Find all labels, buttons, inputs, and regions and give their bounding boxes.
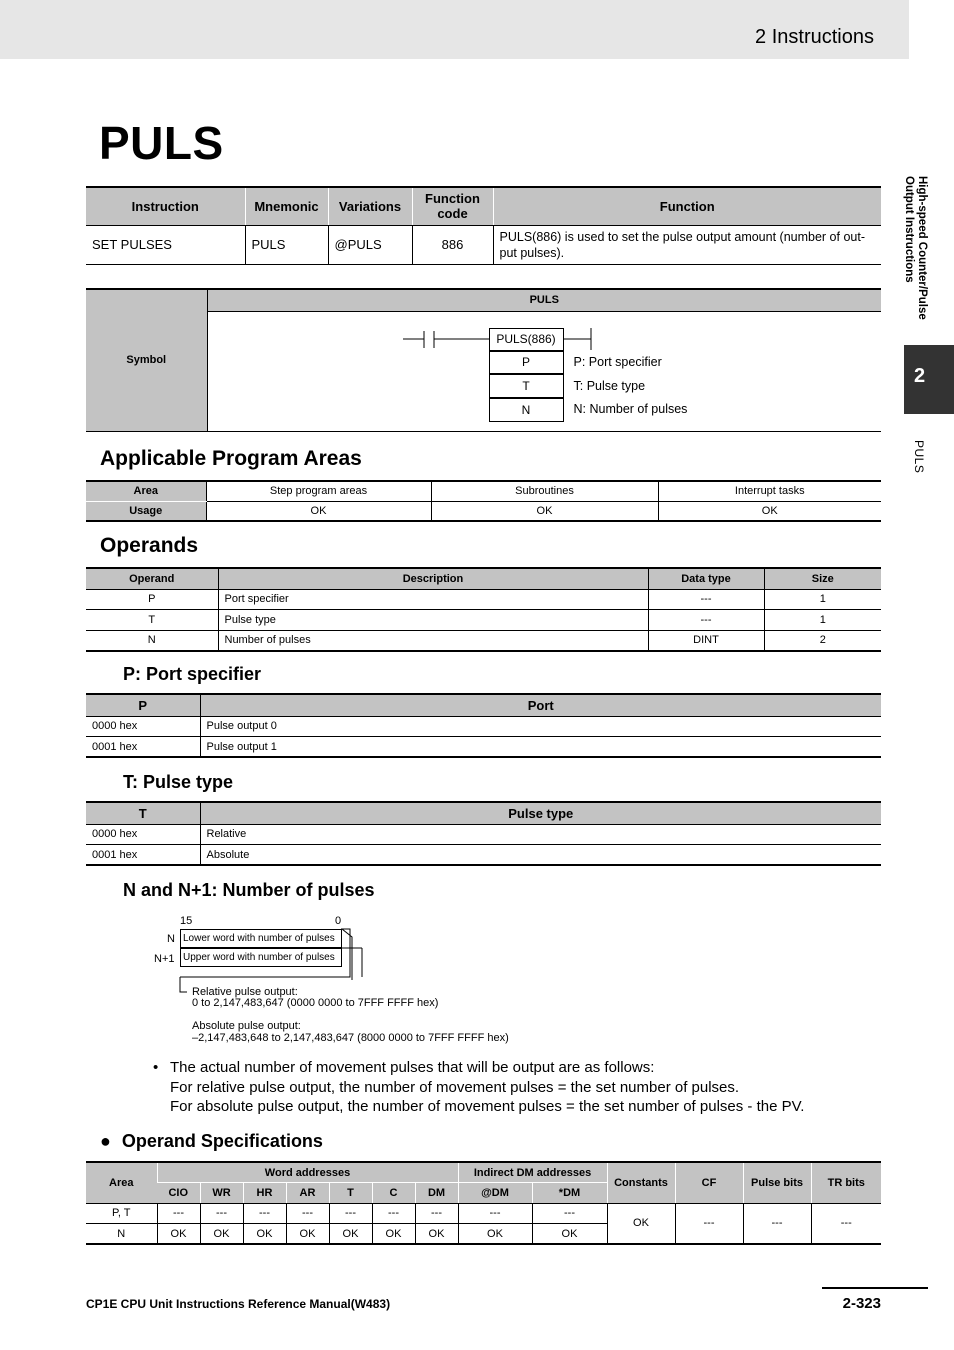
spec-cell: OK [372,1224,415,1245]
side-title-line2: Output Instructions [903,176,915,283]
ladder-desc-t: T: Pulse type [573,378,646,393]
p-value-cell: 0000 hex [86,716,200,737]
ladder-desc-p: P: Port specifier [573,354,662,369]
spec-cell: OK [329,1224,372,1245]
chapter-header: 2 Instructions [755,26,874,48]
data-type-cell: DINT [648,630,764,651]
col-subroutines: Subroutines [431,481,658,501]
symbol-table [86,288,881,432]
spec-cell: --- [532,1203,607,1224]
spec-cell: --- [329,1203,372,1224]
col-star-dm: *DM [532,1183,607,1204]
description-cell: Number of pulses [218,630,648,651]
cell-mnemonic: PULS [245,225,328,264]
spec-cell: --- [415,1203,458,1224]
ladder-desc-n: N: Number of pulses [573,401,688,416]
lower-word-box: Lower word with number of pulses [180,929,342,948]
table-row [86,716,881,737]
col-instruction: Instruction [86,187,245,225]
operand-cell: N [86,630,218,651]
table-row [86,737,881,758]
label-n1: N+1 [154,953,175,965]
area-header: Area [86,481,206,501]
spec-cell: OK [286,1224,329,1245]
symbol-label: Symbol [86,289,207,431]
ladder-operand-p: P [489,351,564,374]
data-type-cell: --- [648,610,764,631]
spec-cell: OK [532,1224,607,1245]
t-value-cell: 0000 hex [86,824,200,845]
spec-cell: --- [458,1203,532,1224]
pulse-type-cell: Relative [200,824,881,845]
operand-cell: P [86,589,218,610]
port-specifier-table [86,693,881,758]
table-row [86,1203,881,1224]
side-instruction-name: PULS [912,440,926,474]
col-operand: Operand [86,568,218,589]
heading-program-areas: Applicable Program Areas [100,447,362,470]
col-cio: CIO [157,1183,200,1204]
port-cell: Pulse output 0 [200,716,881,737]
heading-operand-specs [100,1131,323,1152]
col-hr: HR [243,1183,286,1204]
cell-function-code: 886 [412,225,493,264]
absolute-range: –2,147,483,648 to 2,147,483,647 (8000 0000 to 7FFF FFFF hex) [192,1032,509,1044]
relative-range: 0 to 2,147,483,647 (0000 0000 to 7FFF FFFF hex) [192,997,439,1009]
col-indirect-dm: Indirect DM addresses [458,1162,607,1183]
table-row [86,824,881,845]
cf-cell: --- [675,1203,743,1244]
usage-step: OK [206,501,431,521]
manual-title: CP1E CPU Unit Instructions Reference Manual(W483) [86,1297,391,1311]
col-t: T [86,802,200,824]
note-line-3: For absolute pulse output, the number of movement pulses = the set number of pulses - the PV. [170,1098,805,1115]
absolute-title: Absolute pulse output: [192,1020,301,1032]
spec-cell: --- [157,1203,200,1224]
spec-cell: OK [157,1224,200,1245]
spec-cell: --- [243,1203,286,1224]
col-port: Port [200,694,881,716]
operands-table [86,567,881,652]
usage-interrupt: OK [658,501,881,521]
page-title: PULS [99,117,224,169]
cell-instruction: SET PULSES [86,225,245,264]
col-description: Description [218,568,648,589]
spec-cell: OK [200,1224,243,1245]
pulse-type-cell: Absolute [200,845,881,866]
ladder-diagram [207,311,881,431]
table-row [86,845,881,866]
col-function-code: Function code [412,187,493,225]
usage-subroutines: OK [431,501,658,521]
filled-circle-icon: ● [100,1131,111,1151]
footer-rule [822,1287,928,1289]
description-cell: Port specifier [218,589,648,610]
cell-function: PULS(886) is used to set the pulse output amount (number of out-put pulses). [493,225,881,264]
side-title-line1: High-speed Counter/Pulse [916,176,928,320]
relative-title: Relative pulse output: [192,986,298,998]
col-p: P [86,694,200,716]
port-cell: Pulse output 1 [200,737,881,758]
cell-variations: @PULS [328,225,412,264]
size-cell: 2 [764,630,881,651]
side-section-title [902,176,932,336]
heading-port-specifier: P: Port specifier [123,664,262,684]
size-cell: 1 [764,589,881,610]
col-area: Area [86,1162,157,1203]
ladder-instruction-box: PULS(886) [489,328,564,351]
spec-cell: OK [458,1224,532,1245]
col-interrupt-tasks: Interrupt tasks [658,481,881,501]
col-constants: Constants [607,1162,675,1203]
bullet-icon: • [153,1059,159,1076]
symbol-header: PULS [207,289,881,311]
col-word-addresses: Word addresses [157,1162,458,1183]
col-pulse-type: Pulse type [200,802,881,824]
operand-specs-title: Operand Specifications [121,1131,323,1151]
data-type-cell: --- [648,589,764,610]
spec-cell: --- [200,1203,243,1224]
table-row [86,589,881,610]
table-row [86,610,881,631]
movement-pulses-note [153,1058,804,1117]
upper-word-box: Upper word with number of pulses [180,948,342,967]
col-cf: CF [675,1162,743,1203]
area-cell: P, T [86,1203,157,1224]
pulse-type-table [86,801,881,866]
note-line-2: For relative pulse output, the number of movement pulses = the set number of pulses. [170,1078,740,1096]
area-cell: N [86,1224,157,1245]
bit-0-label: 0 [335,915,342,927]
spec-cell: OK [243,1224,286,1245]
col-ar: AR [286,1183,329,1204]
ladder-operand-t: T [489,374,564,398]
heading-operands: Operands [100,534,199,557]
col-dm: DM [415,1183,458,1204]
operand-specs-table [86,1161,881,1245]
label-n: N [167,933,175,945]
p-value-cell: 0001 hex [86,737,200,758]
col-function: Function [493,187,881,225]
instruction-table [86,186,881,265]
spec-cell: --- [286,1203,329,1224]
heading-pulse-type: T: Pulse type [123,772,234,792]
bit-15-label: 15 [180,915,193,927]
col-t: T [329,1183,372,1204]
spec-cell: OK [415,1224,458,1245]
col-tr-bits: TR bits [811,1162,881,1203]
size-cell: 1 [764,610,881,631]
chapter-tab: 2 [904,345,954,414]
operand-cell: T [86,610,218,631]
t-value-cell: 0001 hex [86,845,200,866]
description-cell: Pulse type [218,610,648,631]
col-variations: Variations [328,187,412,225]
col-size: Size [764,568,881,589]
note-line-1: The actual number of movement pulses that will be output are as follows: [170,1059,655,1076]
tr-bits-cell: --- [811,1203,881,1244]
col-at-dm: @DM [458,1183,532,1204]
col-pulse-bits: Pulse bits [743,1162,811,1203]
page-number: 2-323 [842,1295,881,1312]
constants-cell: OK [607,1203,675,1244]
ladder-operand-n: N [489,398,564,422]
pulse-bits-cell: --- [743,1203,811,1244]
col-wr: WR [200,1183,243,1204]
col-c: C [372,1183,415,1204]
spec-cell: --- [372,1203,415,1224]
col-mnemonic: Mnemonic [245,187,328,225]
table-row [86,630,881,651]
col-step-program: Step program areas [206,481,431,501]
heading-number-of-pulses: N and N+1: Number of pulses [123,880,375,900]
usage-header: Usage [86,501,206,521]
program-areas-table [86,480,881,522]
col-data-type: Data type [648,568,764,589]
